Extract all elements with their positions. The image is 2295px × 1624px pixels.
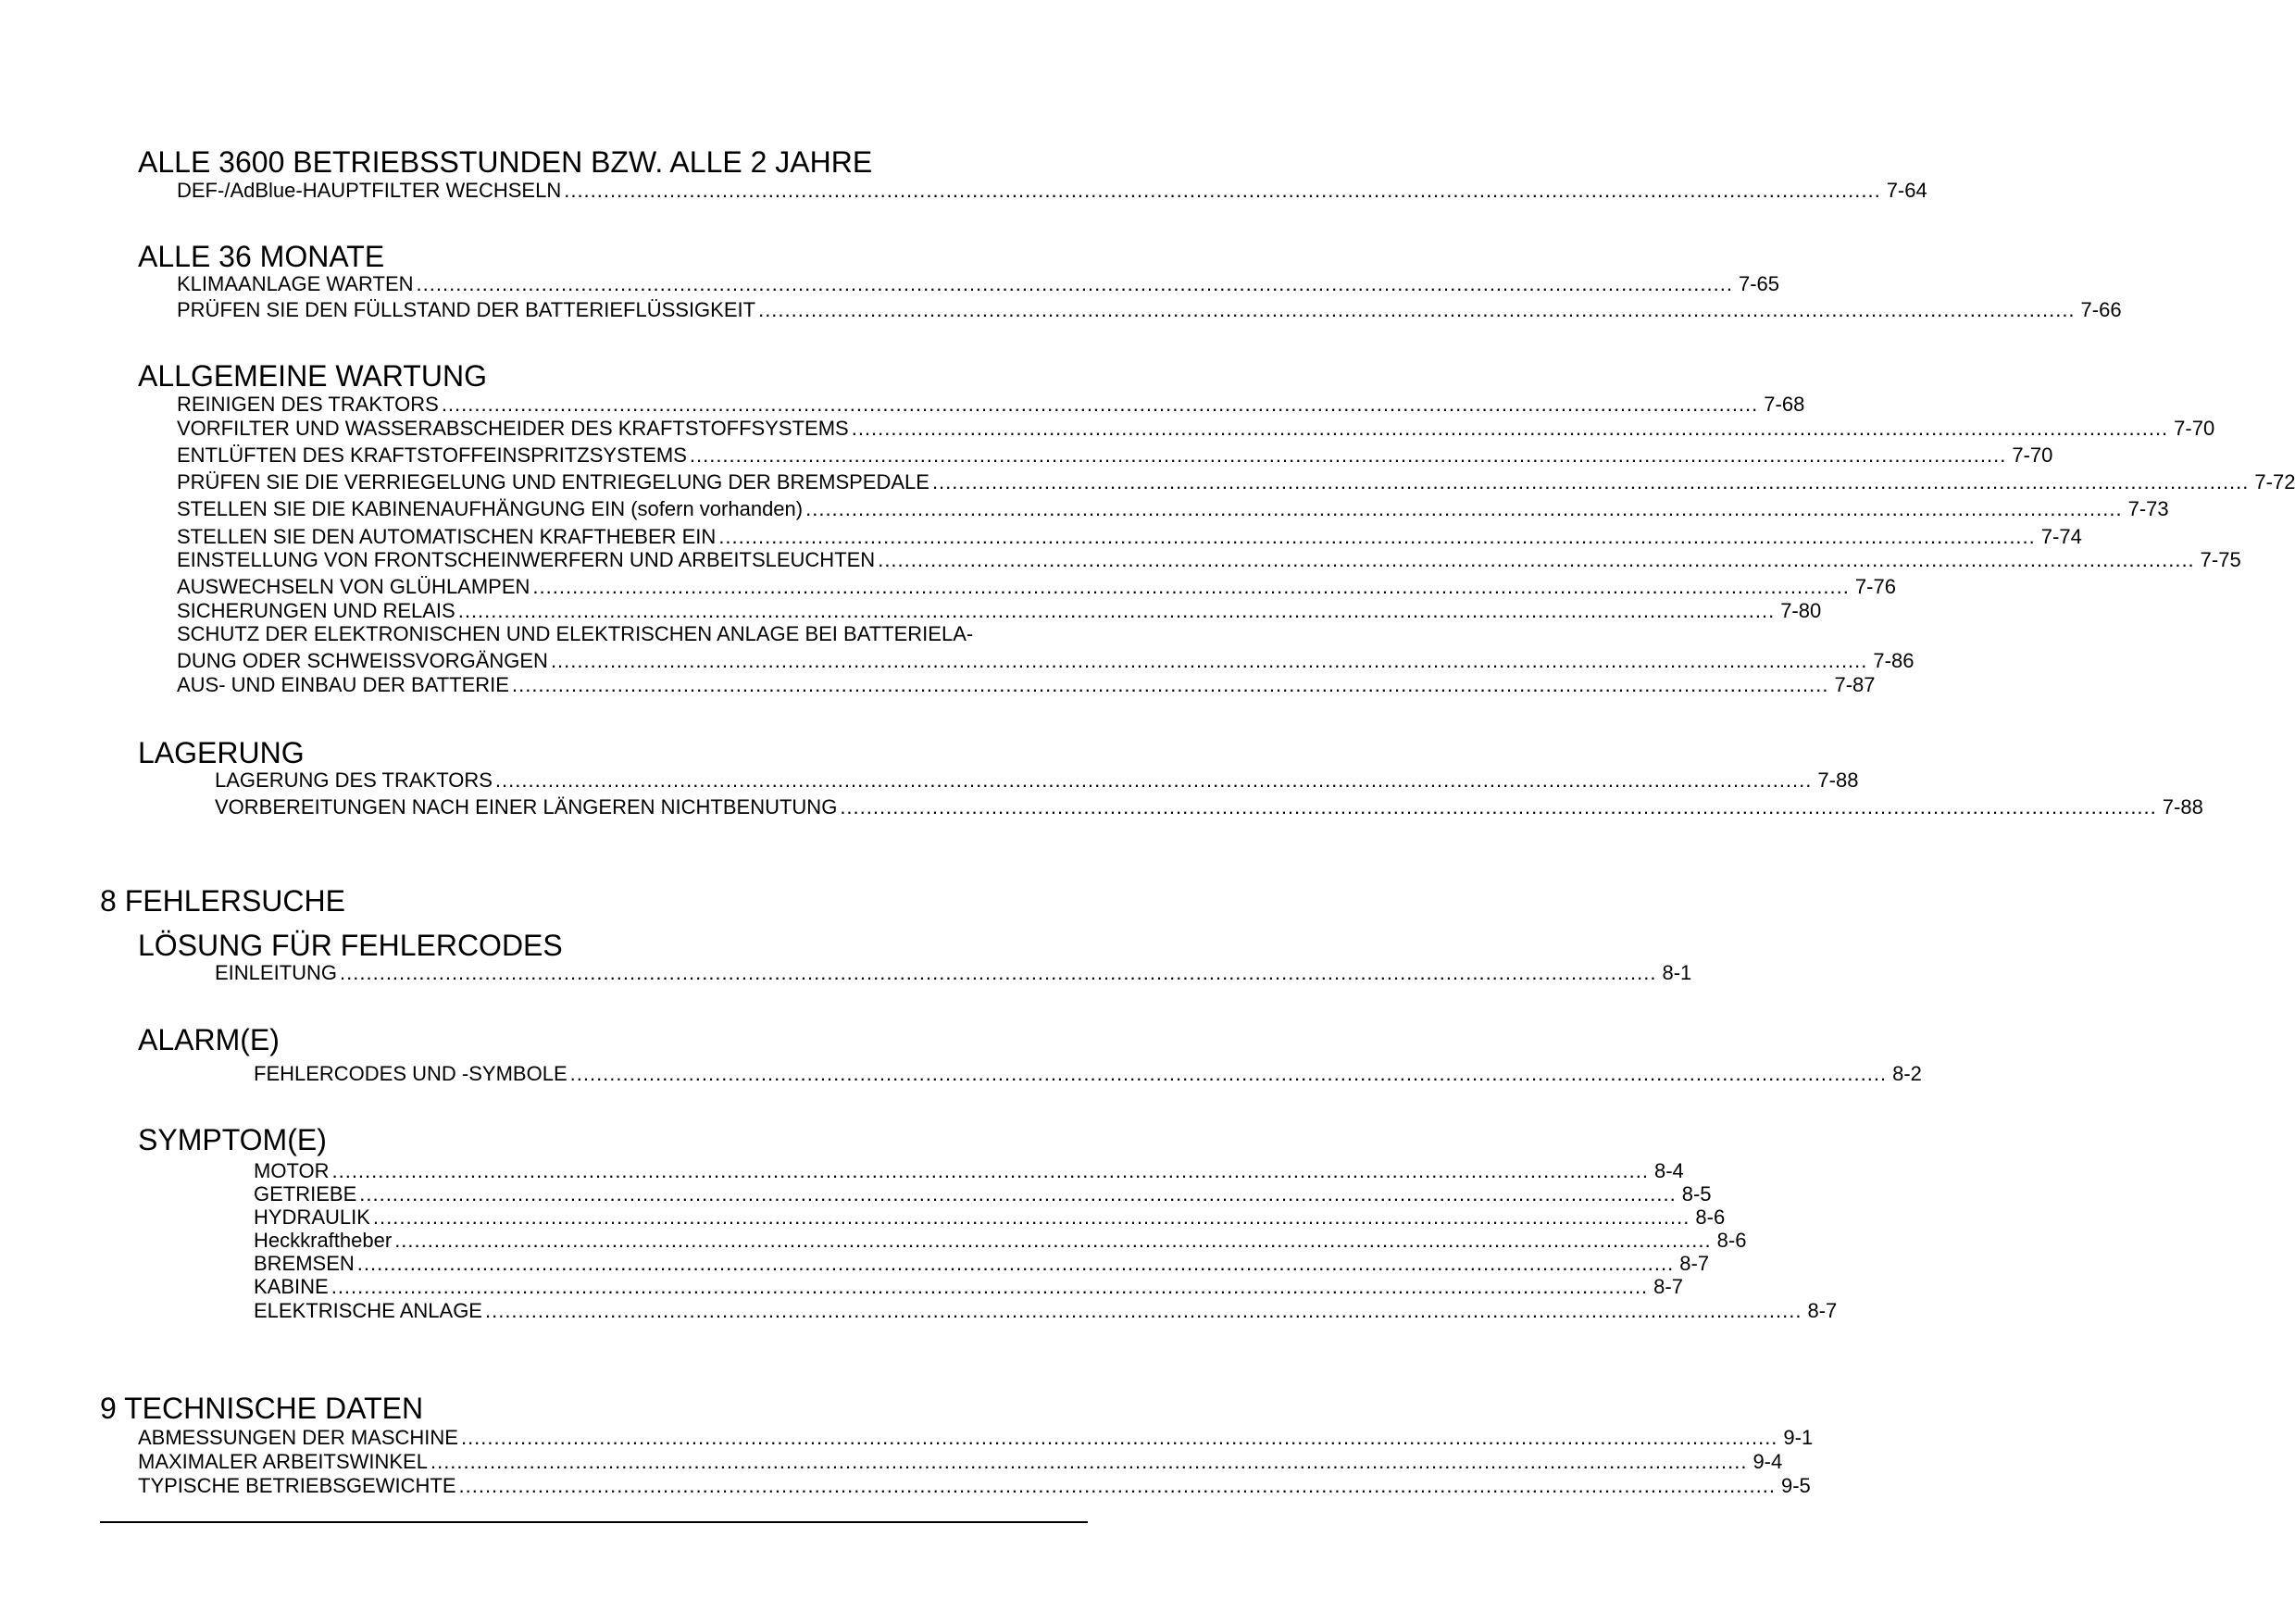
dot-leader: ........................................................................................................................................................................................................ [460,1426,1778,1449]
entry-page: 7-75 [2200,548,2241,571]
dot-leader: ........................................................................................................................................................................................................ [851,417,2169,440]
entry-title: AUS- UND EINBAU DER BATTERIE [177,673,509,696]
toc-entry[interactable] [177,298,2122,322]
entry-page: 7-88 [2162,795,2203,818]
entry-title: PRÜFEN SIE DEN FÜLLSTAND DER BATTERIEFLÜSSIGKEIT [177,298,756,321]
section-heading: ALLE 36 MONATE [138,240,385,273]
dot-leader: ........................................................................................................................................................................................................ [758,298,2076,321]
entry-page: 8-5 [1681,1182,1712,1206]
entry-page: 7-76 [1854,575,1896,598]
entry-page: 9-1 [1783,1426,1814,1449]
dot-leader: ........................................................................................................................................................................................................ [331,1275,1649,1298]
entry-title: ENTLÜFTEN DES KRAFTSTOFFEINSPRITZSYSTEMS [177,443,687,467]
dot-leader: ........................................................................................................................................................................................................ [430,1450,1748,1473]
toc-entry[interactable] [177,548,2241,572]
toc-entry[interactable] [177,179,1927,203]
entry-page: 7-86 [1873,649,1915,672]
entry-page: 7-87 [1834,673,1876,696]
dot-leader: ........................................................................................................................................................................................................ [457,599,1776,622]
dot-leader: ........................................................................................................................................................................................................ [931,470,2250,493]
entry-title: HYDRAULIK [254,1206,370,1229]
section-heading: ALLE 3600 BETRIEBSSTUNDEN BZW. ALLE 2 JAHRE [138,145,873,179]
dot-leader: ........................................................................................................................................................................................................ [689,443,2007,467]
entry-title: KABINE [254,1275,329,1298]
entry-title: STELLEN SIE DEN AUTOMATISCHEN KRAFTHEBER EIN [177,525,717,548]
entry-title: BREMSEN [254,1252,355,1275]
entry-title: VORFILTER UND WASSERABSCHEIDER DES KRAFTSTOFFSYSTEMS [177,417,849,440]
toc-entry[interactable] [138,1426,1814,1450]
section-heading: ALARM(E) [138,1023,280,1056]
entry-page: 8-7 [1653,1275,1683,1298]
entry-page: 7-66 [2080,298,2122,321]
dot-leader: ........................................................................................................................................................................................................ [372,1206,1690,1229]
toc-entry[interactable] [138,1450,1783,1474]
entry-page: 9-4 [1752,1450,1783,1473]
entry-page: 8-6 [1695,1206,1726,1229]
entry-page: 7-72 [2254,470,2295,493]
toc-entry[interactable] [177,575,1896,599]
dot-leader: ........................................................................................................................................................................................................ [340,961,1657,984]
entry-title: AUSWECHSELN VON GLÜHLAMPEN [177,575,530,598]
entry-page: 7-74 [2040,525,2082,548]
toc-entry[interactable] [177,497,2169,521]
toc-entry[interactable] [177,393,1805,417]
footer-rule [100,1521,1088,1523]
entry-page: 7-64 [1886,179,1927,202]
entry-title: GETRIEBE [254,1182,357,1206]
entry-title: DUNG ODER SCHWEISSVORGÄNGEN [177,649,548,672]
entry-page: 8-2 [1892,1062,1922,1085]
entry-title: EINLEITUNG [215,961,338,984]
dot-leader: ........................................................................................................................................................................................................ [569,1062,1888,1085]
dot-leader: ........................................................................................................................................................................................................ [331,1159,1649,1182]
dot-leader: ........................................................................................................................................................................................................ [840,795,2157,818]
entry-title: ELEKTRISCHE ANLAGE [254,1299,482,1322]
chapter-heading: 9 TECHNISCHE DATEN [100,1392,424,1425]
entry-title: Heckkraftheber [254,1229,393,1252]
toc-entry[interactable] [254,1062,1922,1086]
entry-page: 8-6 [1716,1229,1747,1252]
section-heading: SYMPTOM(E) [138,1123,327,1156]
toc-entry[interactable] [254,1252,1710,1276]
entry-title: MAXIMALER ARBEITSWINKEL [138,1450,428,1473]
entry-page: 7-73 [2127,497,2169,520]
dot-leader: ........................................................................................................................................................................................................ [416,272,1733,295]
dot-leader: ........................................................................................................................................................................................................ [878,548,2195,571]
entry-page: 8-1 [1662,961,1692,984]
entry-title: STELLEN SIE DIE KABINENAUFHÄNGUNG EIN (sofern vorhanden) [177,497,804,520]
section-heading: LÖSUNG FÜR FEHLERCODES [138,929,563,962]
entry-page: 8-7 [1679,1252,1710,1275]
entry-page: 9-5 [1780,1474,1811,1497]
entry-page: 7-88 [1817,768,1859,792]
section-heading: ALLGEMEINE WARTUNG [138,359,487,393]
section-heading: LAGERUNG [138,736,305,769]
dot-leader: ........................................................................................................................................................................................................ [484,1299,1802,1322]
entry-page: 7-70 [2174,417,2215,440]
chapter-heading: 8 FEHLERSUCHE [100,884,345,918]
entry-title: EINSTELLUNG VON FRONTSCHEINWERFERN UND ARBEITSLEUCHTEN [177,548,876,571]
dot-leader: ........................................................................................................................................................................................................ [550,649,1868,672]
entry-page: 7-70 [2012,443,2053,467]
toc-entry[interactable] [177,525,2082,549]
entry-page: 8-7 [1807,1299,1838,1322]
toc-entry[interactable] [177,599,1822,623]
dot-leader: ........................................................................................................................................................................................................ [805,497,2123,520]
entry-page: 7-65 [1738,272,1780,295]
toc-entry[interactable] [177,443,2053,468]
entry-title: PRÜFEN SIE DIE VERRIEGELUNG UND ENTRIEGELUNG DER BREMSPEDALE [177,470,929,493]
dot-leader: ........................................................................................................................................................................................................ [359,1182,1677,1206]
toc-entry[interactable] [254,1229,1747,1253]
entry-title: LAGERUNG DES TRAKTORS [215,768,493,792]
entry-title: MOTOR [254,1159,330,1182]
entry-title: FEHLERCODES UND -SYMBOLE [254,1062,568,1085]
toc-entry[interactable] [138,1474,1811,1498]
dot-leader: ........................................................................................................................................................................................................ [441,393,1759,416]
toc-entry[interactable] [177,417,2215,441]
entry-title: ABMESSUNGEN DER MASCHINE [138,1426,458,1449]
toc-entry[interactable] [254,1299,1838,1323]
dot-leader: ........................................................................................................................................................................................................ [511,673,1829,696]
dot-leader: ........................................................................................................................................................................................................ [494,768,1813,792]
dot-leader: ........................................................................................................................................................................................................ [718,525,2036,548]
entry-title-line1: SCHUTZ DER ELEKTRONISCHEN UND ELEKTRISCHEN ANLAGE BEI BATTERIELA- [177,622,974,645]
toc-entry[interactable] [254,1206,1726,1230]
toc-entry[interactable] [177,649,1915,673]
toc-entry[interactable] [215,768,1859,793]
entry-title: KLIMAANLAGE WARTEN [177,272,414,295]
dot-leader: ........................................................................................................................................................................................................ [394,1229,1712,1252]
toc-entry[interactable] [254,1159,1684,1183]
entry-page: 7-80 [1780,599,1822,622]
entry-title: REINIGEN DES TRAKTORS [177,393,439,416]
toc-entry[interactable] [254,1275,1683,1299]
entry-page: 8-4 [1653,1159,1684,1182]
dot-leader: ........................................................................................................................................................................................................ [458,1474,1776,1497]
toc-entry[interactable] [177,673,1876,697]
entry-title: SICHERUNGEN UND RELAIS [177,599,455,622]
toc-entry[interactable] [215,961,1692,985]
entry-title: DEF-/AdBlue-HAUPTFILTER WECHSELN [177,179,562,202]
toc-entry[interactable] [215,795,2203,819]
dot-leader: ........................................................................................................................................................................................................ [356,1252,1675,1275]
dot-leader: ........................................................................................................................................................................................................ [564,179,1881,202]
entry-title: TYPISCHE BETRIEBSGEWICHTE [138,1474,456,1497]
dot-leader: ........................................................................................................................................................................................................ [532,575,1850,598]
toc-entry[interactable] [177,272,1780,296]
entry-title: VORBEREITUNGEN NACH EINER LÄNGEREN NICHTBENUTUNG [215,795,838,818]
entry-page: 7-68 [1764,393,1805,416]
toc-entry[interactable] [177,470,2295,494]
toc-entry[interactable] [254,1182,1712,1206]
